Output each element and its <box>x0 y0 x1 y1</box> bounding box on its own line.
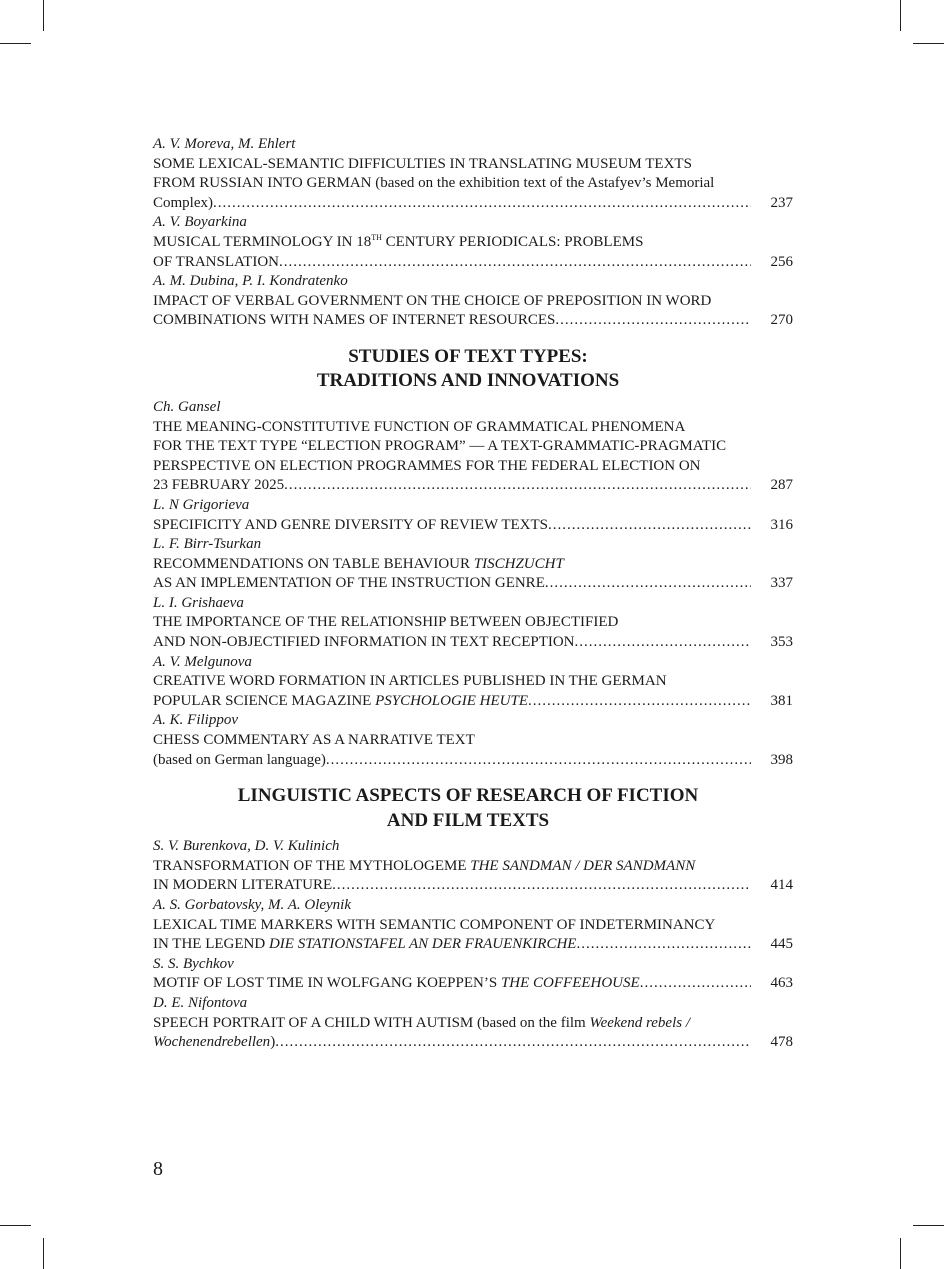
title-text: MUSICAL TERMINOLOGY IN 18 <box>153 233 372 250</box>
title-text: RECOMMENDATIONS ON TABLE BEHAVIOUR <box>153 555 474 572</box>
entry-page-number[interactable]: 478 <box>770 1034 793 1051</box>
entry-leader-line <box>153 633 793 653</box>
entry-title-line: THE MEANING-CONSTITUTIVE FUNCTION OF GRAMMATICAL PHENOMENA <box>153 418 686 435</box>
superscript: TH <box>371 232 382 242</box>
entry-author: L. N Grigorieva <box>153 496 250 513</box>
entry-title-line: OF TRANSLATION <box>153 253 279 270</box>
crop-mark <box>43 0 44 31</box>
entry-page-number[interactable]: 337 <box>770 575 793 592</box>
entry-author: D. E. Nifontova <box>153 994 248 1011</box>
crop-mark <box>913 1225 944 1226</box>
entry-page-number[interactable]: 256 <box>770 253 793 270</box>
entry-title-line: SPECIFICITY AND GENRE DIVERSITY OF REVIEW TEXTS <box>153 516 549 533</box>
title-italic: Weekend rebels / <box>589 1014 690 1031</box>
entry-title-line: IN MODERN LITERATURE <box>153 877 333 894</box>
section-heading-line: STUDIES OF TEXT TYPES: <box>348 345 588 367</box>
entry-leader-line <box>153 311 793 331</box>
toc-entry <box>153 837 793 896</box>
toc-entry <box>153 535 793 594</box>
entry-page-number[interactable]: 353 <box>770 634 793 651</box>
entry-title-line <box>153 692 528 712</box>
toc-entry <box>153 994 793 1053</box>
entry-author: S. V. Burenkova, D. V. Kulinich <box>153 838 340 855</box>
dot-leader <box>332 876 751 896</box>
title-text: POPULAR SCIENCE MAGAZINE <box>153 692 376 709</box>
entry-title-line: PERSPECTIVE ON ELECTION PROGRAMMES FOR THE FEDERAL ELECTION ON <box>153 457 701 474</box>
entry-leader-line <box>153 476 793 496</box>
entry-page-number[interactable]: 445 <box>770 936 793 953</box>
entry-title-line: FOR THE TEXT TYPE “ELECTION PROGRAM” — A TEXT-GRAMMATIC-PRAGMATIC <box>153 438 727 455</box>
section-heading <box>153 345 793 394</box>
entry-title-line: AND NON-OBJECTIFIED INFORMATION IN TEXT RECEPTION <box>153 634 575 651</box>
entry-page-number[interactable]: 316 <box>770 516 793 533</box>
title-italic: Wochenendrebellen <box>153 1034 271 1051</box>
dot-leader <box>555 311 751 331</box>
entry-title-line: COMBINATIONS WITH NAMES OF INTERNET RESOURCES <box>153 312 556 329</box>
title-italic: TISCHZUCHT <box>473 555 564 572</box>
entry-author: L. I. Grishaeva <box>153 594 244 611</box>
entry-title-line <box>153 935 576 955</box>
entry-leader-line <box>153 935 793 955</box>
crop-mark <box>43 1238 44 1269</box>
toc-entry <box>153 272 793 331</box>
title-text: IN THE LEGEND <box>153 936 269 953</box>
title-text: CENTURY PERIODICALS: PROBLEMS <box>381 233 644 250</box>
entry-title-line: 23 FEBRUARY 2025 <box>153 477 285 494</box>
dot-leader <box>575 633 751 653</box>
toc-entry <box>153 213 793 272</box>
entry-title-line <box>153 974 640 994</box>
toc-entry <box>153 594 793 653</box>
entry-page-number[interactable]: 270 <box>770 312 793 329</box>
entry-author: S. S. Bychkov <box>153 955 234 972</box>
entry-page-number[interactable]: 381 <box>770 692 793 709</box>
dot-leader <box>640 974 751 994</box>
title-text: SPEECH PORTRAIT OF A CHILD WITH AUTISM (based on the film <box>153 1014 590 1031</box>
title-text: MOTIF OF LOST TIME IN WOLFGANG KOEPPEN’S <box>153 975 501 992</box>
entry-title-line: (based on German language) <box>153 751 326 768</box>
entry-author: A. S. Gorbatovsky, M. A. Oleynik <box>153 897 352 913</box>
dot-leader <box>213 194 751 214</box>
entry-author: A. K. Filippov <box>153 712 238 729</box>
toc-entry <box>153 711 793 770</box>
dot-leader <box>545 574 751 594</box>
section-heading-line: AND FILM TEXTS <box>386 809 550 831</box>
entry-author: Ch. Gansel <box>153 398 221 415</box>
entry-leader-line <box>153 253 793 273</box>
crop-mark <box>900 0 901 31</box>
crop-mark <box>900 1238 901 1269</box>
entry-page-number[interactable]: 463 <box>770 975 793 992</box>
entry-title-line: SOME LEXICAL-SEMANTIC DIFFICULTIES IN TRANSLATING MUSEUM TEXTS <box>153 155 692 172</box>
dot-leader <box>279 253 751 273</box>
entry-title-line: CHESS COMMENTARY AS A NARRATIVE TEXT <box>153 732 475 749</box>
toc-entry <box>153 653 793 712</box>
page-number: 8 <box>153 1158 163 1180</box>
entry-leader-line <box>153 876 793 896</box>
entry-leader-line <box>153 751 793 771</box>
entry-title-line: FROM RUSSIAN INTO GERMAN (based on the exhibition text of the Astafyev’s Memorial <box>153 175 715 192</box>
title-italic: DIE STATIONSTAFEL AN DER FRAUENKIRCHE <box>268 936 577 953</box>
entry-title-line <box>153 555 793 575</box>
entry-title-line: AS AN IMPLEMENTATION OF THE INSTRUCTION GENRE <box>153 575 545 592</box>
entry-author: L. F. Birr-Tsurkan <box>153 536 262 553</box>
toc-entry <box>153 496 793 535</box>
dot-leader <box>548 516 751 536</box>
entry-title-line <box>153 233 793 253</box>
section-heading-line: TRADITIONS AND INNOVATIONS <box>316 370 620 392</box>
entry-author: A. V. Melgunova <box>153 653 252 670</box>
entry-author: A. V. Moreva, M. Ehlert <box>153 136 296 152</box>
entry-leader-line <box>153 516 793 536</box>
title-italic: PSYCHOLOGIE HEUTE <box>375 692 529 709</box>
entry-author: A. V. Boyarkina <box>153 214 247 231</box>
entry-leader-line <box>153 692 793 712</box>
table-of-contents <box>153 135 793 1053</box>
title-italic: THE SANDMAN / DER SANDMANN <box>470 857 696 874</box>
section-heading <box>153 784 793 833</box>
toc-entry <box>153 955 793 994</box>
crop-mark <box>913 43 944 44</box>
toc-entry <box>153 896 793 955</box>
dot-leader <box>284 476 751 496</box>
entry-title-line: LEXICAL TIME MARKERS WITH SEMANTIC COMPONENT OF INDETERMINANCY <box>153 916 716 933</box>
section-heading-line: LINGUISTIC ASPECTS OF RESEARCH OF FICTION <box>237 785 699 807</box>
title-text: ) <box>270 1034 276 1051</box>
entry-title-line: IMPACT OF VERBAL GOVERNMENT ON THE CHOICE OF PREPOSITION IN WORD <box>153 292 712 309</box>
entry-leader-line <box>153 574 793 594</box>
dot-leader <box>528 692 751 712</box>
entry-title-line: Complex) <box>153 194 213 211</box>
entry-leader-line <box>153 194 793 214</box>
title-italic: THE COFFEEHOUSE <box>500 975 640 992</box>
entry-title-line: THE IMPORTANCE OF THE RELATIONSHIP BETWEEN OBJECTIFIED <box>153 614 619 631</box>
crop-mark <box>0 1225 31 1226</box>
entry-leader-line <box>153 1033 793 1053</box>
entry-page-number[interactable]: 287 <box>770 477 793 494</box>
title-text: TRANSFORMATION OF THE MYTHOLOGEME <box>153 857 471 874</box>
dot-leader <box>326 751 751 771</box>
entry-page-number[interactable]: 237 <box>770 194 793 211</box>
toc-entry <box>153 135 793 213</box>
entry-page-number[interactable]: 414 <box>770 877 793 894</box>
crop-mark <box>0 43 31 44</box>
dot-leader <box>576 935 751 955</box>
entry-title-line <box>153 1014 793 1034</box>
entry-leader-line <box>153 974 793 994</box>
entry-page-number[interactable]: 398 <box>770 751 793 768</box>
entry-author: A. M. Dubina, P. I. Kondratenko <box>153 273 348 290</box>
entry-title-line <box>153 857 793 877</box>
entry-title-line <box>153 1033 275 1053</box>
toc-entry <box>153 398 793 496</box>
dot-leader <box>275 1033 751 1053</box>
entry-title-line: CREATIVE WORD FORMATION IN ARTICLES PUBLISHED IN THE GERMAN <box>153 673 667 690</box>
